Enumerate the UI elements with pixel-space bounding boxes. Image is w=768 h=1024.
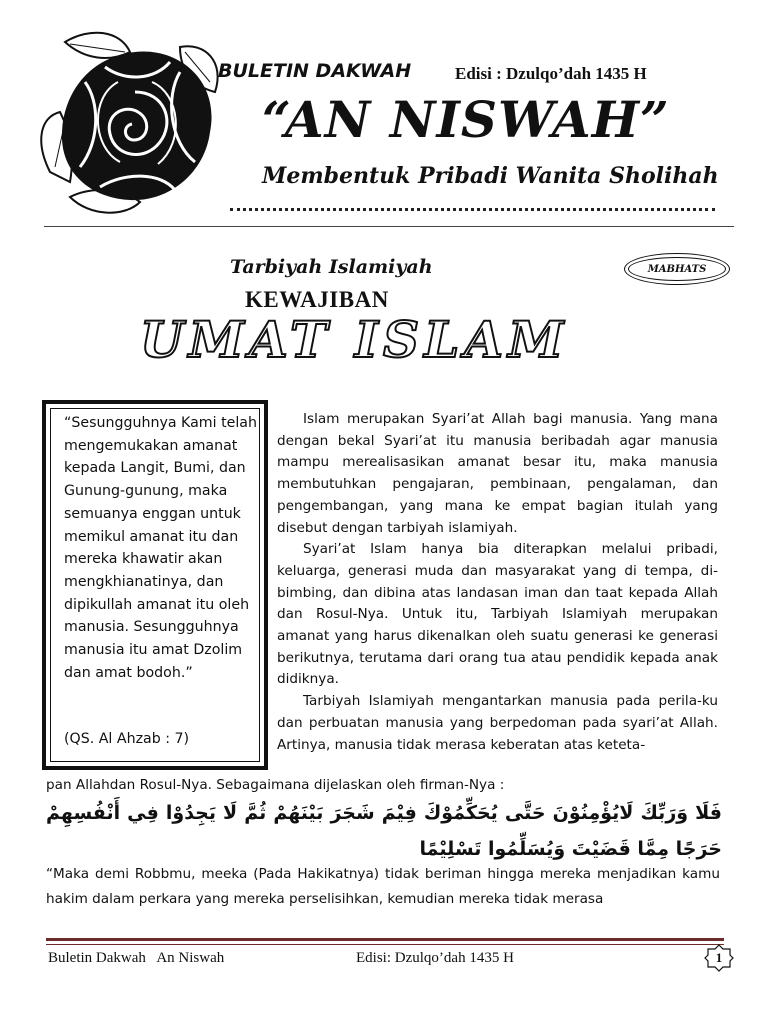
quote-text: “Sesungguhnya Kami telah mengemukakan amanat kepada Langit, Bumi, dan Gunung-gunung, maka semuanya enggan untuk memikul amanat itu dan mereka khawatir akan mengkhianatinya, dan dipikullah amanat itu oleh manusia. Sesungguhnya manusia itu amat Dzolim dan amat bodoh.” <box>64 415 257 681</box>
rose-icon <box>30 22 230 222</box>
edition-label: Edisi : Dzulqo’dah 1435 H <box>455 64 647 83</box>
article-column <box>277 409 718 756</box>
article-title-line2: UMAT ISLAM <box>140 310 569 369</box>
article-title-line1: KEWAJIBAN <box>245 287 389 312</box>
rubric-label: Tarbiyah Islamiyah <box>230 256 433 278</box>
footer-rule-thick <box>46 938 724 941</box>
rubric-badge-label: MABHATS <box>628 257 726 281</box>
footer-publication: Buletin Dakwah An Niswah <box>48 950 225 966</box>
footer-edition: Edisi: Dzulqo’dah 1435 H <box>356 950 514 966</box>
paragraph-3-continuation: pan Allahdan Rosul-Nya. Sebagaimana dijelaskan oleh firman-Nya : <box>46 777 505 793</box>
paragraph-1: Islam merupakan Syari’at Allah bagi manusia. Yang mana dengan bekal Syari’at itu manusia beribadah agar manusia mampu merealisasikan amanat besar itu, maka manusia membutuhkan pengajaran, pembinaan, pengalaman, dan pengembangan, yang mana ke empat bagian itulah yang disebut dengan tarbiyah islamiyah. <box>277 411 718 536</box>
bulletin-label: BULETIN DAKWAH <box>218 60 412 82</box>
quote-source: (QS. Al Ahzab : 7) <box>64 731 190 747</box>
arabic-verse: فَلَا وَرَبِّكَ لَايُؤْمِنُوْنَ حَتَّى يُحَكِّمُوْكَ فِيْمَ شَجَرَ بَيْنَهُمْ ثُمَّ لَا يَجِدُوْا فِي أَنْفُسِهِمْ حَرَجًا مِمَّا قَضَيْتَ وَيُسَلِّمُوا تَسْلِيْمًا <box>46 802 722 860</box>
header-rule <box>44 226 734 227</box>
footer-rule-thin <box>46 944 724 945</box>
dotted-divider <box>230 208 715 211</box>
paragraph-2: Syari’at Islam hanya bia diterapkan melalui pribadi, keluarga, generasi muda dan masyarakat yang di tempa, di-bimbing, dan dibina atas landasan iman dan taat kepada Allah dan Rosul-Nya. Untuk itu, Tarbiyah Islamiyah merupakan amanat yang harus dikenalkan oleh suatu generasi ke generasi berikutnya, terutama dari orang tua atau pendidik kepada anak didiknya. <box>277 541 718 688</box>
paragraph-3: Tarbiyah Islamiyah mengantarkan manusia pada perila-ku dan perbuatan manusia yang berpedoman pada syari’at Allah. Artinya, manusia tidak merasa keberatan atas keteta- <box>277 693 718 753</box>
masthead-title: “AN NISWAH” <box>262 90 670 149</box>
masthead-tagline: Membentuk Pribadi Wanita Sholihah <box>262 163 719 189</box>
verse-translation: “Maka demi Robbmu, meeka (Pada Hakikatnya) tidak beriman hingga mereka menjadikan kamu hakim dalam perkara yang mereka perselisihkan, kemudian mereka tidak merasa <box>46 866 720 907</box>
rubric-badge <box>624 253 730 285</box>
page-number: 1 <box>715 950 723 965</box>
